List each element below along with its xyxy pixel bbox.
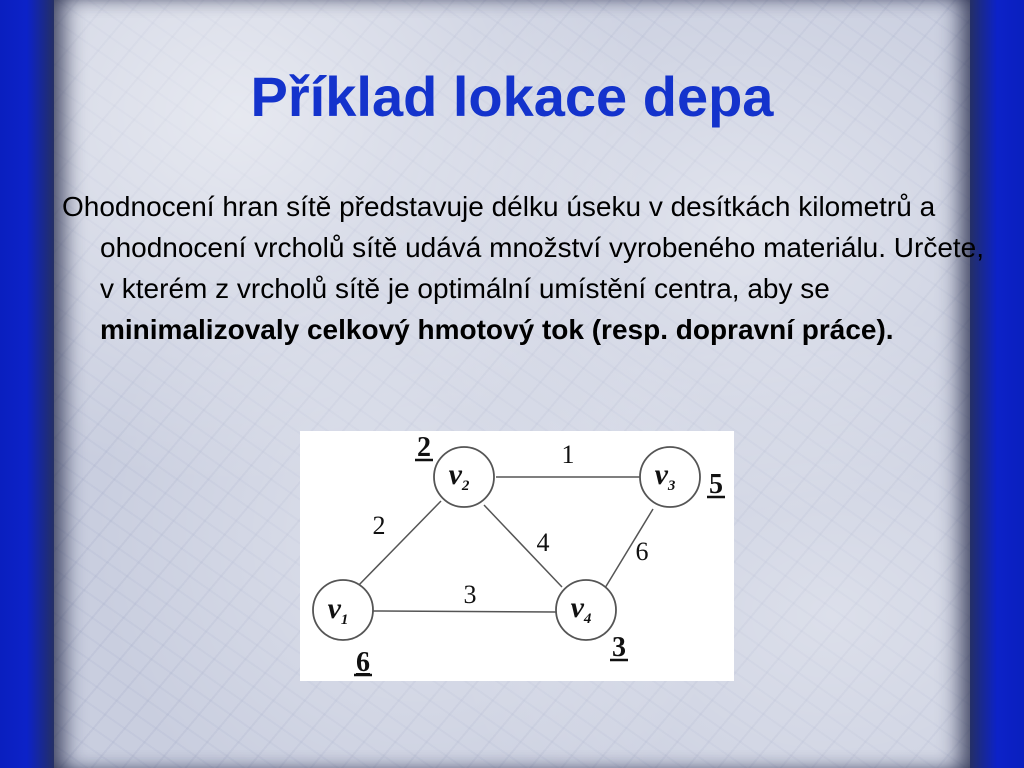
graph-svg (300, 431, 734, 681)
node-weight-v3: 5 (709, 469, 723, 500)
node-v1-letter: v (327, 592, 341, 625)
node-v3-index: 3 (667, 478, 676, 494)
node-v4-index: 4 (583, 611, 592, 627)
node-v3 (640, 447, 700, 507)
node-v4 (556, 580, 616, 640)
node-weight-v2: 2 (417, 432, 431, 463)
edge-v1-v4 (372, 611, 556, 612)
task-paragraph (62, 186, 1000, 350)
edge-weight-v1-v2: 2 (372, 511, 386, 540)
node-v1-index: 1 (340, 612, 349, 628)
node-weight-v1: 6 (356, 647, 370, 678)
task-text-bold: minimalizovaly celkový hmotový tok (resp. dopravní práce). (100, 314, 894, 345)
node-v3-letter: v (654, 458, 668, 491)
slide-title: Příklad lokace depa (250, 65, 774, 128)
node-v4-letter: v (570, 591, 584, 624)
node-v2-index: 2 (461, 478, 470, 494)
node-v2-letter: v (448, 458, 462, 491)
edge-v1-v2 (355, 501, 441, 589)
task-text: Ohodnocení hran sítě představuje délku úseku v desítkách kilometrů a ohodnocení vrcholů sítě udává množství vyrobeného materiálu. Určete, v kterém z vrcholů sítě je optimální umístění centra, aby se (62, 191, 985, 304)
node-v1 (313, 580, 373, 640)
node-weight-v4: 3 (612, 632, 626, 663)
edge-v2-v4 (484, 505, 562, 587)
edge-weight-v2-v3: 1 (561, 440, 575, 469)
edge-weight-v2-v4: 4 (536, 528, 550, 557)
edge-weight-v1-v4: 3 (463, 580, 477, 609)
node-v2 (434, 447, 494, 507)
edge-weight-v3-v4: 6 (635, 537, 649, 566)
network-graph (300, 431, 734, 681)
